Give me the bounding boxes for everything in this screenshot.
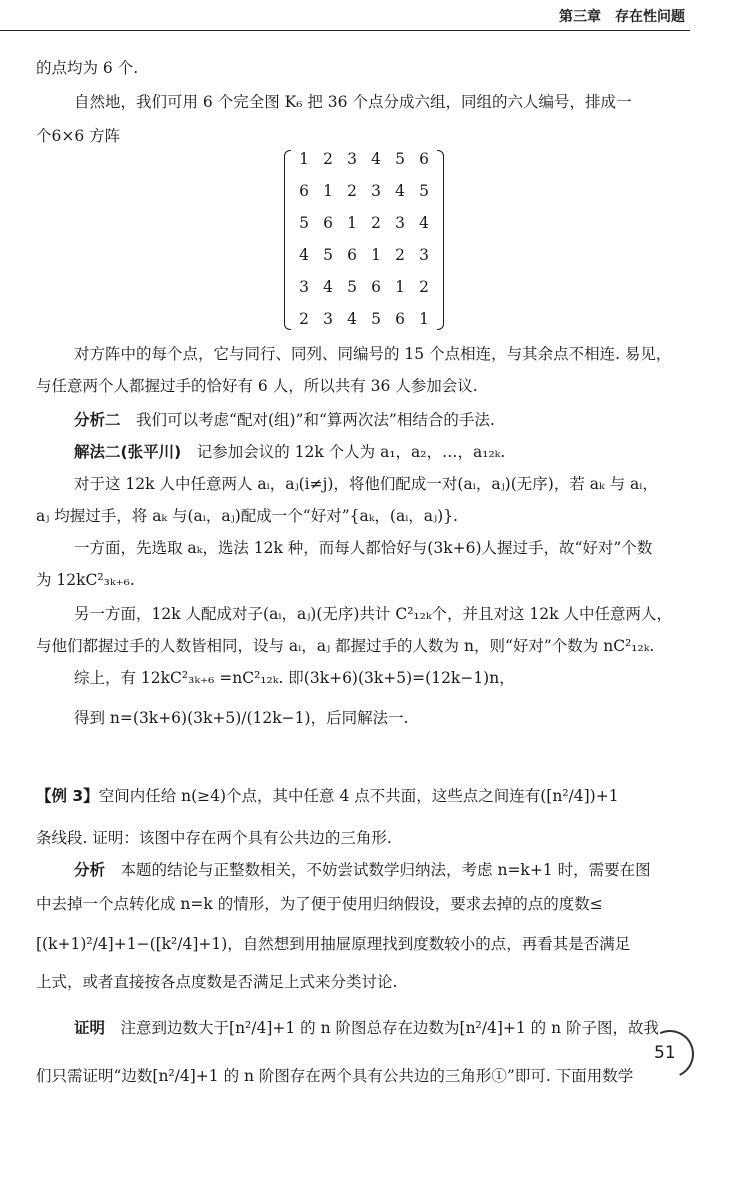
analysis-paragraph: 分析 本题的结论与正整数相关，不妨尝试数学归纳法，考虑 n=k+1 时，需要在图	[74, 861, 651, 879]
text-line: 条线段. 证明：该图中存在两个具有公共边的三角形.	[36, 829, 392, 847]
matrix-row: 1 2 3 4 5 6	[299, 150, 429, 168]
chapter-title: 存在性问题	[615, 9, 685, 25]
chapter-label: 第三章	[559, 9, 601, 25]
text-line: 对方阵中的每个点，它与同行、同列、同编号的 15 个点相连，与其余点不相连. 易见，	[74, 345, 672, 363]
text-line: 自然地，我们可用 6 个完全图 K₆ 把 36 个点分成六组，同组的六人编号，排成一	[74, 93, 632, 111]
matrix-row: 5 6 1 2 3 4	[299, 214, 429, 232]
solution2-paragraph: 解法二(张平川) 记参加会议的 12k 个人为 a₁，a₂，…，a₁₂ₖ.	[74, 443, 506, 461]
matrix-right-bracket	[437, 150, 444, 330]
permutation-matrix	[284, 150, 444, 332]
text-line: [(k+1)²/4]+1−([k²/4]+1)，自然想到用抽屉原理找到度数较小的点，再看其是否满足	[36, 935, 631, 953]
text-line: 的点均为 6 个.	[36, 59, 139, 77]
proof-label: 证明	[74, 1019, 106, 1037]
matrix-row: 2 3 4 5 6 1	[299, 310, 429, 328]
header-rule	[0, 30, 690, 31]
matrix-left-bracket	[284, 150, 291, 330]
text-line: 一方面，先选取 aₖ，选法 12k 种，而每人都恰好与(3k+6)人握过手，故“好对”个数	[74, 539, 653, 557]
page-number: 51	[654, 1043, 676, 1063]
analysis2-label: 分析二	[74, 411, 121, 429]
matrix-row: 4 5 6 1 2 3	[299, 246, 429, 264]
text-line: 另一方面，12k 人配成对子(aᵢ，aⱼ)(无序)共计 C²₁₂ₖ个，并且对这 12k 人中任意两人，	[74, 605, 672, 623]
solution2-label: 解法二(张平川)	[74, 443, 182, 461]
text-line: 们只需证明“边数[n²/4]+1 的 n 阶图存在两个具有公共边的三角形①”即可. 下面用数学	[36, 1067, 634, 1085]
proof-paragraph: 证明 注意到边数大于[n²/4]+1 的 n 阶图总存在边数为[n²/4]+1 的 n 阶子图，故我	[74, 1019, 660, 1037]
text-line: 与任意两个人都握过手的恰好有 6 人，所以共有 36 人参加会议.	[36, 377, 478, 395]
text-line: aⱼ 均握过手，将 aₖ 与(aᵢ，aⱼ)配成一个“好对”{aₖ，(aᵢ，aⱼ)}.	[36, 507, 458, 525]
example3-label: 【例 3】	[36, 787, 99, 805]
analysis2-paragraph: 分析二 我们可以考虑“配对(组)”和“算两次法”相结合的手法.	[74, 411, 495, 429]
text-line: 对于这 12k 人中任意两人 aᵢ，aⱼ(i≠j)，将他们配成一对(aᵢ，aⱼ)(无序)，若 aₖ 与 aᵢ，	[74, 475, 658, 493]
text-line: 中去掉一个点转化成 n=k 的情形，为了便于使用归纳假设，要求去掉的点的度数≤	[36, 895, 603, 913]
text-line: 得到 n=(3k+6)(3k+5)/(12k−1)，后同解法一.	[74, 709, 409, 727]
analysis-label: 分析	[74, 861, 106, 879]
text-line: 上式，或者直接按各点度数是否满足上式来分类讨论.	[36, 973, 398, 991]
text-line: 与他们都握过手的人数皆相同，设与 aᵢ，aⱼ 都握过手的人数为 n，则“好对”个数为 nC²₁₂ₖ.	[36, 637, 655, 655]
matrix-row: 6 1 2 3 4 5	[299, 182, 429, 200]
running-header	[545, 6, 685, 26]
example3-paragraph: 【例 3】空间内任给 n(≥4)个点，其中任意 4 点不共面，这些点之间连有([n²/4])+1	[36, 787, 619, 805]
matrix-row: 3 4 5 6 1 2	[299, 278, 429, 296]
text-line: 个6×6 方阵	[36, 127, 121, 145]
text-line: 综上，有 12kC²₃ₖ₊₆ =nC²₁₂ₖ. 即(3k+6)(3k+5)=(12k−1)n，	[74, 669, 515, 687]
text-line: 为 12kC²₃ₖ₊₆.	[36, 571, 135, 589]
